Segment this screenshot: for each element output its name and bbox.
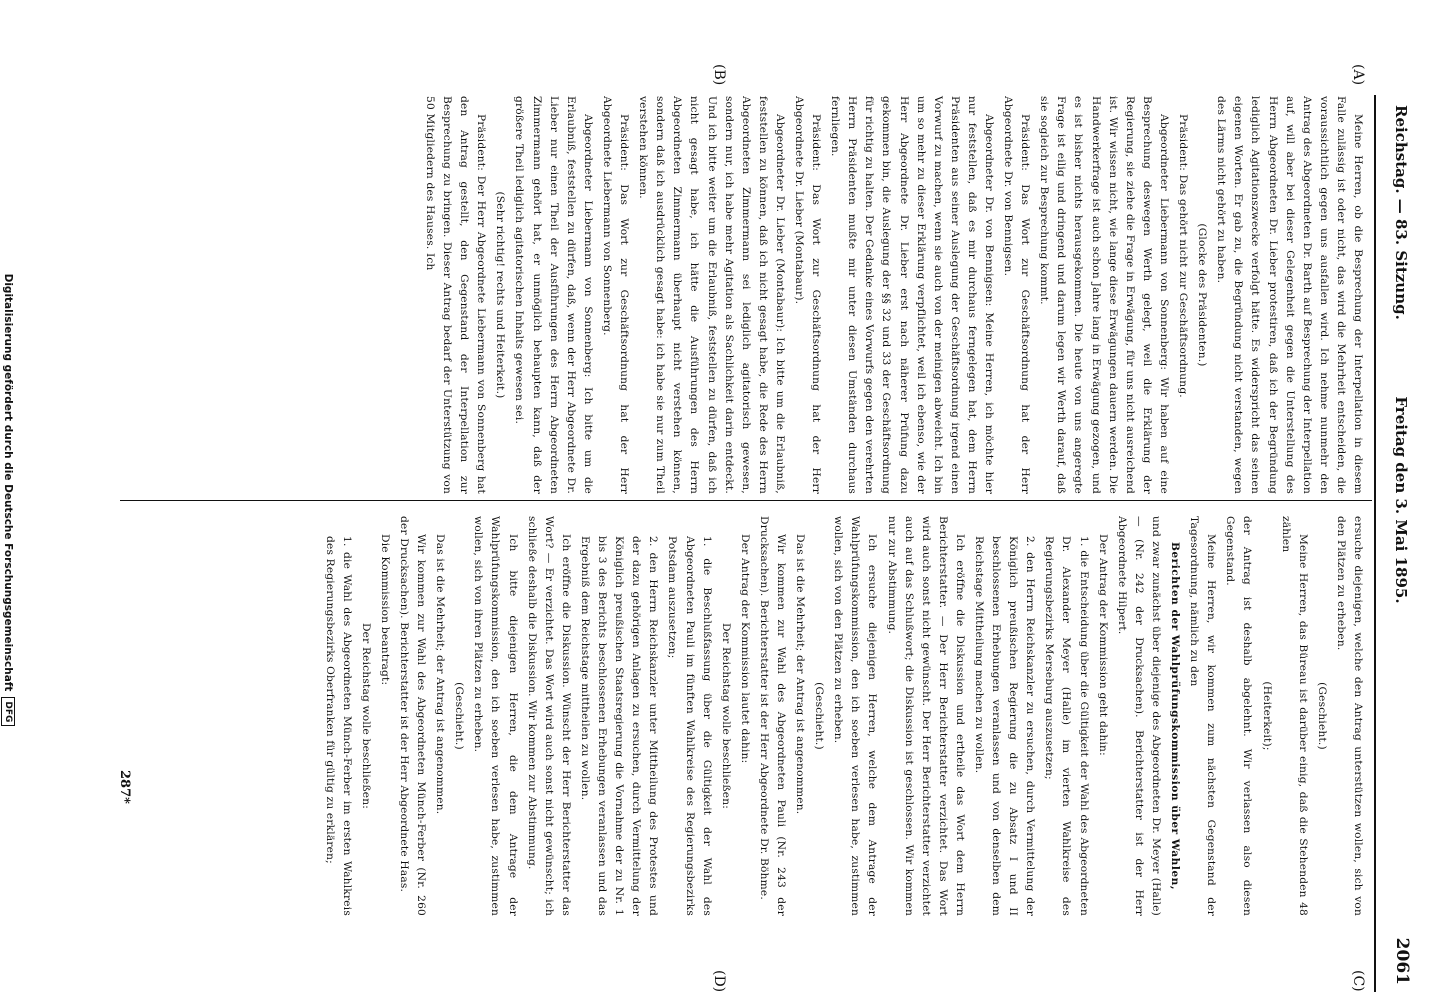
paragraph: Ich ersuche diejenigen Herren, welche dem Antrage der Wahlprüfungskommission, den ich soeben verlesen habe, zustimmen wollen, sich von den Plätzen zu erheben. <box>832 516 879 916</box>
paragraph: Präsident: Das Wort zur Geschäftsordnung hat der Herr Abgeordnete Liebermann von Sonnenberg. <box>600 96 631 494</box>
right-column <box>319 516 1366 916</box>
stage-direction: (Heiterkeit); <box>1260 681 1273 751</box>
paragraph: Abgeordneter Dr. von Bennigsen: Meine Herren, ich möchte hier nur feststellen, daß es mir durchaus ferngelegen hat, dem Herrn Präsidenten aus seiner Auslegung der Geschäftsordnung irgend einen Vorwurf zu machen, wenn sie auch von der meinigen abweicht. Ich bin um so mehr zu dieser Erklärung verpflichtet, weil ich ebenso, wie der Herr Abgeordnete Dr. Lieber erst nach näherer Prüfung dazu gekommen bin, die Auslegung der §§ 32 und 33 der Geschäftsordnung für richtig zu halten. Der Gedanke eines Vorwurfs gegen den verehrten Herrn Präsidenten mußte mir unter diesen Umständen durchaus fernliegen. <box>829 96 996 494</box>
paragraph: Ich eröffne die Diskussion. Wünscht der Herr Berichterstatter das Wort? — Er verzichtet. Das Wort wird auch sonst nicht gewünscht; ich schließe deshalb die Diskussion. Wir kommen zur Abstimmung. <box>525 516 572 916</box>
stage-direction: (Geschieht.) <box>1315 682 1328 750</box>
numbered-item: 2. den Herrn Reichskanzler unter Mittheilung des Protestes und der dazu gehörigen Anlagen zu ersuchen, durch Vermittelung der Königlich preußischen Staatsregierung die Vornahme der zu Nr. 1 bis 3 des Berichts beschlossenen Erhebungen veranlassen und das Ergebniß dem Reichstage mittheilen zu wollen. <box>578 536 660 916</box>
margin-marker-b: (B) <box>711 64 727 86</box>
margin-marker-c: (C) <box>1350 970 1366 992</box>
digitization-text: Digitalisierung gefördert durch die Deutsche Forschungsgemeinschaft <box>2 273 14 692</box>
paragraph: Der Reichstag wolle beschließen: <box>359 622 372 810</box>
stage-direction: (Sehr richtig! rechts und Heiterkeit.) <box>494 191 507 399</box>
header-date: Freitag den 3. Mai 1895. <box>1392 396 1410 604</box>
paragraph: Präsident: Das Wort zur Geschäftsordnung hat der Herr Abgeordnete Dr. Lieber (Montabaur). <box>793 96 823 494</box>
paragraph: Abgeordneter Liebermann von Sonnenberg: Ich bitte um die Erlaubniß, feststellen zu dürfen, daß, wenn der Herr Abgeordnete Dr. Lieber nur einen Theil der Ausführungen des Herrn Abgeordneten Zimmermann gehört hat, er unmöglich behaupten kann, daß der größere Theil lediglich agitatorischen Inhalts gewesen sei. <box>513 96 594 494</box>
numbered-item: 1. die Wahl des Abgeordneten Münch-Ferber im ersten Wahlkreis des Regierungsbezirks Oberfranken für gültig zu erklären; <box>323 536 353 916</box>
margin-marker-a: (A) <box>1350 64 1366 86</box>
paragraph: Der Antrag der Kommission geht dahin: <box>1096 534 1109 756</box>
header-page-number: 2061 <box>1392 937 1412 985</box>
paragraph: ersuche diejenigen, welche den Antrag unterstützen wollen, sich von den Plätzen zu erheben. <box>1334 516 1364 916</box>
paragraph: Das ist die Mehrheit; der Antrag ist angenommen. <box>434 534 447 815</box>
numbered-item: 1. die Entscheidung über die Gültigkeit der Wahl des Abgeordneten Dr. Alexander Meyer (Halle) im vierten Wahlkreise des Regierungsbezirks Merseburg auszusetzen; <box>1043 536 1090 916</box>
running-header <box>1378 10 1412 990</box>
paragraph: Meine Herren, das Büreau ist darüber einig, daß die Stehenden 48 zählen <box>1279 516 1309 916</box>
paragraph: Meine Herren, wir kommen zum nächsten Gegenstand der Tagesordnung, nämlich zu den <box>1188 516 1218 916</box>
paragraph: Präsident: Das Wort zur Geschäftsordnung hat der Herr Abgeordnete Dr. von Bennigsen. <box>1002 96 1032 494</box>
paragraph: Abgeordneter Dr. Lieber (Montabaur): Ich bitte um die Erlaubniß, feststellen zu können, daß ich nicht gesagt habe, die Rede des Herrn Abgeordneten Zimmermann sei lediglich agitatorisch gewesen, sondern nur, ich habe mehr Agitation als Sachlichkeit darin entdeckt. Und ich bitte weiter um die Erlaubniß, feststellen zu dürfen, daß ich nicht gesagt habe, ich hätte die Ausführungen des Herrn Abgeordneten Zimmermann überhaupt nicht verstehen können, sondern daß ich ausdrücklich gesagt habe: ich habe sie nur zum Theil verstehen können. <box>637 96 786 494</box>
paragraph: Wir kommen zur Wahl des Abgeordneten Pauli (Nr. 243 der Drucksachen). Berichterstatter ist der Herr Abgeordnete Dr. Böhme. <box>757 516 787 916</box>
footer-page-number: 287* <box>117 770 132 804</box>
paragraph: Abgeordneter Liebermann von Sonnenberg: Wir haben auf eine Besprechung deswegen Werth gelegt, weil die Erklärung der Regierung, sie ziehe die Frage in Erwägung, für uns nicht ausreichend ist. Wir wissen nicht, wie lange diese Erwägungen dauern werden. Die Handwerkerfrage ist auch schon Jahre lang in Erwägung gezogen, und es ist bisher nichts herausgekommen. Die heute von uns angeregte Frage ist eilig und dringend und darum legen wir Werth darauf, daß sie sogleich zur Besprechung kommt. <box>1038 96 1170 494</box>
header-rule <box>1374 95 1376 992</box>
numbered-item: 2. den Herrn Reichskanzler zu ersuchen, durch Vermittelung der Königlich preußischen Regierung die zu Absatz I und II beschlossenen Erhebungen veranlassen und von denselben dem Reichstage Mittheilung machen zu wollen. <box>973 536 1037 916</box>
paragraph: Wir kommen zur Wahl des Abgeordneten Münch-Ferber (Nr. 260 der Drucksachen). Berichterstatter ist der Herr Abgeordnete Haas. <box>398 516 428 916</box>
paragraph: der Antrag ist deshalb abgelehnt. Wir verlassen also diesen Gegenstand. <box>1224 516 1254 916</box>
paragraph: Präsident: Das gehört nicht zur Geschäftsordnung. <box>1177 114 1190 398</box>
paragraph: Der Antrag der Kommission lautet dahin: <box>738 534 751 764</box>
paragraph: Präsident: Der Herr Abgeordnete Liebermann von Sonnenberg hat den Antrag gestellt, den Gegenstand der Interpellation zur Besprechung zu bringen. Dieser Antrag bedarf der Unterstützung von 50 Mitgliedern des Hauses. Ich <box>424 96 488 494</box>
paragraph: Ich eröffne die Diskussion und ertheile das Wort dem Herrn Berichterstatter. — Der Herr Berichterstatter verzichtet. Das Wort wird auch sonst nicht gewünscht. Der Herr Berichterstatter verzichtet auch auf das Schlußwort; die Diskussion ist geschlossen. Wir kommen nur zur Abstimmung. <box>885 516 966 916</box>
paragraph: Der Reichstag wolle beschließen: <box>719 622 732 810</box>
stage-direction: (Geschieht.) <box>453 682 466 750</box>
section-heading: Berichten der Wahlprüfungskommission über Wahlen, <box>1169 541 1182 891</box>
numbered-item: 1. die Beschlußfassung über die Gültigkeit der Wahl des Abgeordneten Pauli im fünften Wahlkreise des Regierungsbezirks Potsdam auszusetzen; <box>666 536 713 916</box>
digitization-note <box>0 0 16 1000</box>
header-session: Reichstag. — 83. Sitzung. <box>1392 105 1410 320</box>
paragraph: Die Kommission beantragt: <box>378 534 391 686</box>
paragraph: und zwar zunächst über diejenige des Abgeordneten Dr. Meyer (Halle) — (Nr. 242 der Drucksachen). Berichterstatter ist der Herr Abgeordnete Hilpert. <box>1115 516 1162 916</box>
paragraph: Meine Herren, ob die Besprechung der Interpellation in diesem Falle zulässig ist oder nicht, das wird die Mehrheit entscheiden, die voraussichtlich gegen uns ausfallen wird. Ich nehme nunmehr den Antrag des Abgeordneten Dr. Barth auf Besprechung der Interpellation auf, will aber bei dieser Gelegenheit gegen die Unterstellung des Herrn Abgeordneten Dr. Lieber protestiren, daß ich der Begründung lediglich Agitationszwecke verfolgt hätte. Es widerspricht das seinen eigenen Worten. Er gab zu, die Begründung nicht verstanden, wegen des Lärms nicht gehört zu haben. <box>1215 96 1364 494</box>
stage-direction: (Glocke des Präsidenten.) <box>1196 223 1209 367</box>
dfg-logo: DFG <box>1 697 15 726</box>
paragraph: Das ist die Mehrheit; der Antrag ist angenommen. <box>794 534 807 815</box>
left-column <box>419 96 1366 494</box>
column-separator <box>120 500 1372 501</box>
stage-direction: (Geschieht.) <box>813 682 826 750</box>
margin-marker-d: (D) <box>711 970 727 993</box>
paragraph: Ich bitte diejenigen Herren, die dem Antrage der Wahlprüfungskommission, den ich soeben verlesen habe, zustimmen wollen, sich von ihren Plätzen zu erheben. <box>472 516 519 916</box>
